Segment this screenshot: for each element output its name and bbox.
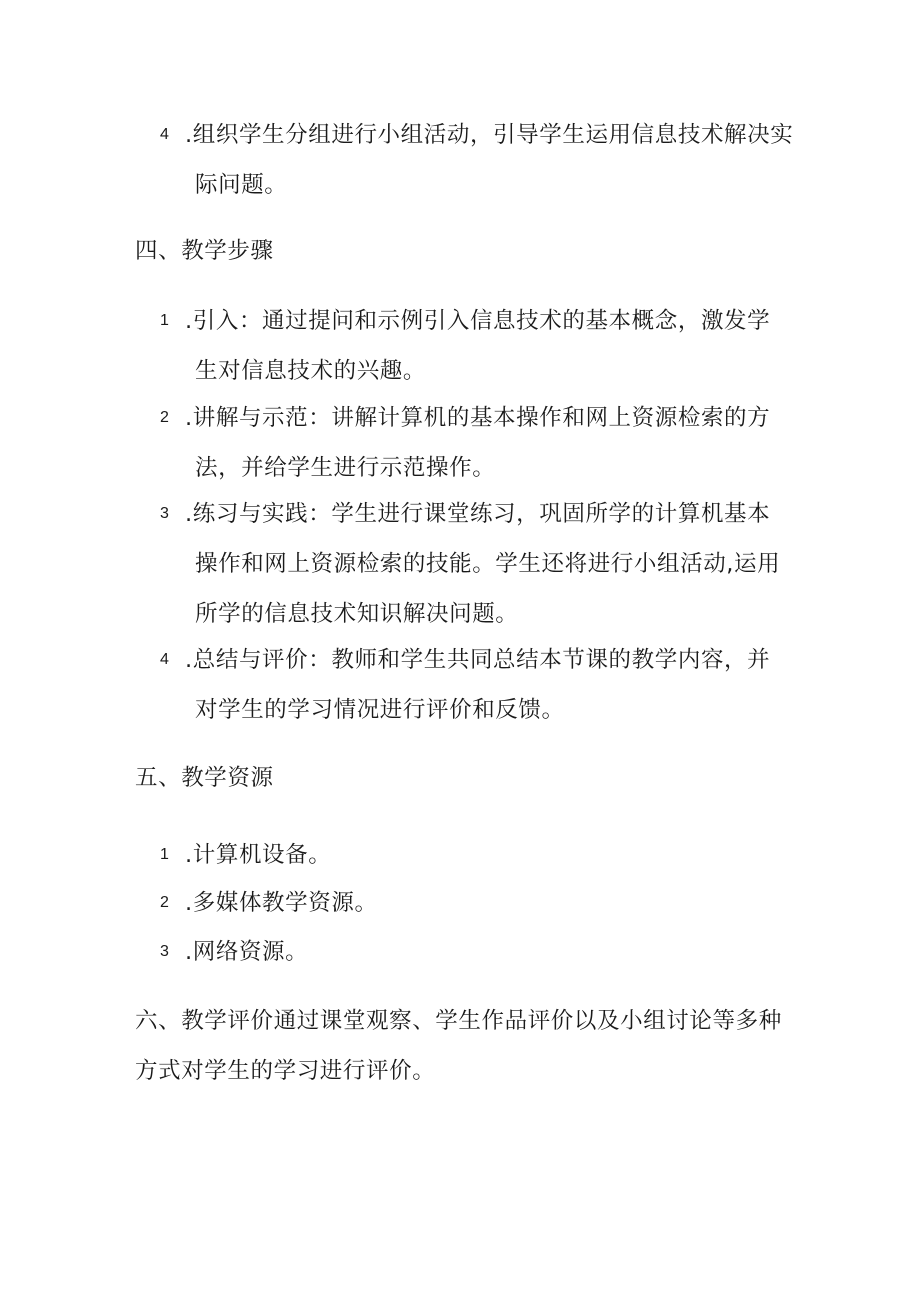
list-number: 4 xyxy=(160,651,169,668)
list-number: 3 xyxy=(160,505,169,522)
section-heading: 五、教学资源 xyxy=(135,765,274,791)
list-number: 2 xyxy=(160,894,169,911)
list-number: 1 xyxy=(160,312,169,329)
section-paragraph: 六、教学评价通过课堂观察、学生作品评价以及小组讨论等多种 方式对学生的学习进行评价。 xyxy=(135,1008,782,1084)
list-item xyxy=(160,296,800,396)
list-item xyxy=(160,393,800,493)
list-item-text: .讲解与示范：讲解计算机的基本操作和网上资源检索的方 法，并给学生进行示范操作。 xyxy=(185,405,771,481)
list-item-text: .总结与评价：教师和学生共同总结本节课的教学内容，并 对学生的学习情况进行评价和反馈。 xyxy=(185,647,771,723)
list-item xyxy=(160,830,800,880)
list-item xyxy=(160,489,800,639)
list-item xyxy=(160,635,800,735)
section-heading: 四、教学步骤 xyxy=(135,238,274,264)
list-item xyxy=(160,878,800,928)
list-item-text: .多媒体教学资源。 xyxy=(185,890,378,916)
list-item-text: .练习与实践：学生进行课堂练习，巩固所学的计算机基本 操作和网上资源检索的技能。学生还将进行小组活动,运用 所学的信息技术知识解决问题。 xyxy=(185,501,781,627)
list-item xyxy=(160,927,800,977)
list-item xyxy=(160,110,800,210)
list-item-text: .网络资源。 xyxy=(185,939,309,965)
list-number: 3 xyxy=(160,943,169,960)
list-number: 2 xyxy=(160,409,169,426)
list-number: 4 xyxy=(160,126,169,143)
list-item-text: .组织学生分组进行小组活动，引导学生运用信息技术解决实 际问题。 xyxy=(185,122,794,198)
list-item-text: .计算机设备。 xyxy=(185,842,332,868)
list-number: 1 xyxy=(160,846,169,863)
list-item-text: .引入：通过提问和示例引入信息技术的基本概念，激发学 生对信息技术的兴趣。 xyxy=(185,308,771,384)
